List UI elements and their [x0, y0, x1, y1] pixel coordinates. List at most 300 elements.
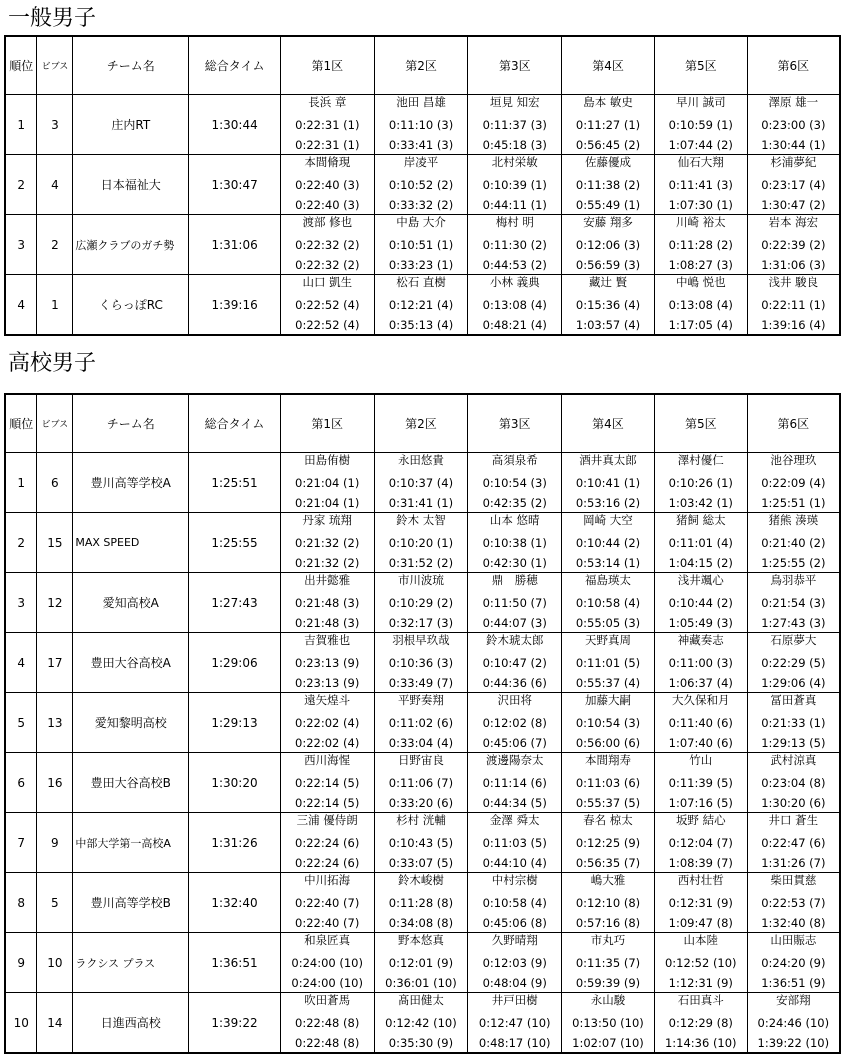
team-name-cell: 日進西高校 [73, 993, 189, 1054]
leg2-header: 第2区 [374, 394, 468, 453]
cumulative-time: 0:55:37 (5) [575, 796, 641, 810]
runner-name: 北村栄敏 [491, 155, 538, 169]
cumulative-time: 0:33:41 (3) [388, 138, 454, 152]
runner-name: 神藏奏志 [677, 633, 724, 647]
total-time-cell: 1:25:51 [189, 453, 281, 513]
split-time: 0:21:04 (1) [295, 475, 360, 490]
split-time: 0:22:24 (6) [295, 835, 360, 850]
split-time: 0:10:37 (4) [388, 475, 454, 490]
cumulative-time: 0:21:32 (2) [295, 556, 360, 570]
rank-cell: 3 [5, 215, 37, 275]
split-time: 0:21:33 (1) [761, 715, 826, 730]
split-time: 0:10:44 (2) [575, 535, 641, 550]
total-time-cell: 1:27:43 [189, 573, 281, 633]
runner-name: 井戸田樹 [491, 993, 538, 1007]
cumulative-time: 0:59:39 (9) [575, 976, 641, 990]
cumulative-time: 0:33:07 (5) [388, 856, 454, 870]
split-time: 0:21:32 (2) [295, 535, 360, 550]
runner-name: 市川波琉 [397, 573, 444, 587]
split-time: 0:10:39 (1) [482, 177, 547, 192]
runner-name: 佐藤優成 [585, 155, 632, 169]
runner-name: 久野晴翔 [491, 933, 538, 947]
rank-cell: 1 [5, 453, 37, 513]
cumulative-time: 0:42:30 (1) [482, 556, 547, 570]
section-title: 一般男子 [8, 6, 97, 31]
leg-cell [468, 275, 562, 336]
leg-cell [374, 95, 468, 155]
cumulative-time: 1:04:15 (2) [668, 556, 733, 570]
cumulative-time: 1:32:40 (8) [761, 916, 826, 930]
bib-cell: 15 [37, 513, 73, 573]
split-time: 0:11:01 (4) [668, 535, 733, 550]
leg-cell [654, 633, 747, 693]
runner-name: 山口 凱生 [302, 275, 353, 289]
leg-cell [280, 693, 374, 753]
cumulative-time: 0:22:02 (4) [295, 736, 360, 750]
total-time-cell: 1:39:22 [189, 993, 281, 1054]
cumulative-time: 1:08:27 (3) [668, 258, 733, 272]
total-time-cell: 1:31:26 [189, 813, 281, 873]
total-time-cell: 1:39:16 [189, 275, 281, 336]
table-row [5, 513, 840, 573]
cumulative-time: 1:02:07 (10) [572, 1036, 644, 1050]
cumulative-time: 1:17:05 (4) [668, 318, 733, 332]
cumulative-time: 1:03:42 (1) [668, 496, 733, 510]
leg-cell [468, 693, 562, 753]
team-name-cell: 愛知黎明高校 [73, 693, 189, 753]
split-time: 0:13:08 (4) [482, 297, 547, 312]
rank-cell: 2 [5, 513, 37, 573]
rank-cell: 3 [5, 573, 37, 633]
cumulative-time: 0:21:04 (1) [295, 496, 360, 510]
runner-name: 猪飼 総太 [675, 513, 726, 527]
leg-cell [280, 753, 374, 813]
runner-name: 高須泉希 [491, 453, 538, 467]
split-time: 0:22:02 (4) [295, 715, 360, 730]
cumulative-time: 0:22:40 (3) [295, 198, 360, 212]
split-time: 0:22:39 (2) [761, 237, 826, 252]
cumulative-time: 0:36:01 (10) [385, 976, 457, 990]
leg-cell [747, 873, 840, 933]
bib-cell: 1 [37, 275, 73, 336]
leg-cell [374, 155, 468, 215]
header-row [5, 394, 840, 453]
team-name-cell: 広瀬クラブのガチ勢 [73, 215, 189, 275]
rank-header: 順位 [5, 394, 37, 453]
runner-name: 浅井颯心 [677, 573, 724, 587]
cumulative-time: 0:21:48 (3) [295, 616, 360, 630]
runner-name: 竹山 [689, 753, 713, 767]
split-time: 0:23:00 (3) [761, 117, 826, 132]
cumulative-time: 0:35:13 (4) [388, 318, 454, 332]
team-name-cell: 豊田大谷高校B [73, 753, 189, 813]
split-time: 0:10:43 (5) [388, 835, 454, 850]
runner-name: 柴田貫慈 [770, 873, 817, 887]
rank-cell: 10 [5, 993, 37, 1054]
split-time: 0:22:40 (7) [295, 895, 360, 910]
leg-cell [562, 993, 655, 1054]
runner-name: 永山駿 [590, 993, 626, 1007]
cumulative-time: 1:07:40 (6) [668, 736, 733, 750]
split-time: 0:22:14 (5) [295, 775, 360, 790]
bib-cell: 12 [37, 573, 73, 633]
leg-cell [374, 633, 468, 693]
runner-name: 杉浦夢紀 [770, 155, 817, 169]
cumulative-time: 0:22:40 (7) [295, 916, 360, 930]
bib-cell: 13 [37, 693, 73, 753]
cumulative-time: 0:32:17 (3) [388, 616, 454, 630]
split-time: 0:22:47 (6) [761, 835, 826, 850]
split-time: 0:13:50 (10) [572, 1015, 644, 1030]
runner-name: 鼎 勝穂 [491, 573, 538, 587]
leg-cell [654, 993, 747, 1054]
runner-name: 鈴木 太智 [396, 513, 446, 527]
runner-name: 梅村 明 [495, 215, 534, 229]
cumulative-time: 0:22:52 (4) [295, 318, 360, 332]
leg4-header: 第4区 [562, 394, 655, 453]
cumulative-time: 1:08:39 (7) [668, 856, 733, 870]
split-time: 0:11:40 (6) [668, 715, 733, 730]
cumulative-time: 1:07:16 (5) [668, 796, 733, 810]
rank-header: 順位 [5, 36, 37, 95]
runner-name: 髙田健太 [397, 993, 444, 1007]
bib-cell: 9 [37, 813, 73, 873]
table-row [5, 693, 840, 753]
runner-name: 中嶋 悦也 [675, 275, 726, 289]
leg-cell [747, 753, 840, 813]
leg-cell [468, 993, 562, 1054]
leg-cell [747, 573, 840, 633]
split-time: 0:11:37 (3) [482, 117, 547, 132]
leg-cell [374, 753, 468, 813]
leg-cell [562, 155, 655, 215]
cumulative-time: 0:55:37 (4) [575, 676, 641, 690]
team-name-cell: 豊川高等学校A [73, 453, 189, 513]
runner-name: 安藤 翔多 [583, 215, 633, 229]
runner-name: 沢田将 [497, 693, 532, 707]
runner-name: 遠矢煌斗 [304, 693, 351, 707]
leg-cell [747, 933, 840, 993]
leg-cell [374, 933, 468, 993]
split-time: 0:10:20 (1) [388, 535, 454, 550]
cumulative-time: 0:56:35 (7) [575, 856, 641, 870]
cumulative-time: 0:44:36 (6) [482, 676, 547, 690]
split-time: 0:10:36 (3) [388, 655, 454, 670]
split-time: 0:11:39 (5) [668, 775, 733, 790]
rank-cell: 7 [5, 813, 37, 873]
runner-name: 永田悠貴 [397, 453, 444, 467]
runner-name: 平野奏翔 [397, 693, 444, 707]
split-time: 0:10:29 (2) [388, 595, 454, 610]
runner-name: 岸凌平 [403, 155, 439, 169]
runner-name: 出井懿雅 [304, 573, 351, 587]
leg-cell [468, 155, 562, 215]
bib-header: ビブス [37, 36, 73, 95]
leg-cell [374, 993, 468, 1054]
split-time: 0:24:20 (9) [761, 955, 826, 970]
leg-cell [280, 633, 374, 693]
leg-cell [374, 215, 468, 275]
split-time: 0:12:04 (7) [668, 835, 733, 850]
cumulative-time: 0:48:21 (4) [482, 318, 547, 332]
runner-name: 早川 誠司 [675, 95, 726, 109]
leg-cell [562, 633, 655, 693]
split-time: 0:10:54 (3) [482, 475, 547, 490]
leg-cell [374, 573, 468, 633]
cumulative-time: 0:57:16 (8) [575, 916, 641, 930]
runner-name: 岩本 海宏 [768, 215, 819, 229]
cumulative-time: 0:44:07 (3) [482, 616, 547, 630]
cumulative-time: 1:39:22 (10) [757, 1036, 830, 1050]
leg2-header: 第2区 [374, 36, 468, 95]
cumulative-time: 0:44:11 (1) [482, 198, 547, 212]
leg-cell [468, 453, 562, 513]
cumulative-time: 0:56:00 (6) [575, 736, 641, 750]
table-row [5, 275, 840, 336]
split-time: 0:10:58 (4) [575, 595, 641, 610]
leg6-header: 第6区 [747, 36, 840, 95]
team-name-cell: くらっぽRC [73, 275, 189, 336]
leg-cell [280, 453, 374, 513]
split-time: 0:21:40 (2) [761, 535, 826, 550]
team-name-cell: MAX SPEED [73, 513, 189, 573]
runner-name: 藏辻 賢 [588, 275, 628, 289]
leg-cell [280, 813, 374, 873]
total-time-cell: 1:25:55 [189, 513, 281, 573]
split-time: 0:11:38 (2) [575, 177, 641, 192]
split-time: 0:23:13 (9) [295, 655, 360, 670]
split-time: 0:11:06 (7) [388, 775, 454, 790]
leg-cell [468, 753, 562, 813]
split-time: 0:12:02 (8) [482, 715, 547, 730]
table-row [5, 873, 840, 933]
leg-cell [468, 513, 562, 573]
leg-cell [374, 693, 468, 753]
cumulative-time: 0:33:20 (6) [388, 796, 454, 810]
leg-cell [374, 453, 468, 513]
split-time: 0:12:03 (9) [482, 955, 547, 970]
total-time-cell: 1:32:40 [189, 873, 281, 933]
runner-name: 松石 直樹 [396, 275, 446, 289]
rank-cell: 4 [5, 275, 37, 336]
bib-cell: 17 [37, 633, 73, 693]
runner-name: 川崎 裕太 [675, 215, 726, 229]
runner-name: 丹家 琉翔 [302, 513, 352, 527]
split-time: 0:22:29 (5) [761, 655, 826, 670]
cumulative-time: 0:48:17 (10) [478, 1036, 551, 1050]
split-time: 0:12:29 (8) [668, 1015, 733, 1030]
cumulative-time: 0:44:53 (2) [482, 258, 547, 272]
leg-cell [654, 753, 747, 813]
leg-cell [280, 573, 374, 633]
bib-cell: 5 [37, 873, 73, 933]
total-time-cell: 1:30:20 [189, 753, 281, 813]
split-time: 0:11:00 (3) [668, 655, 733, 670]
runner-name: 井口 蒼生 [768, 813, 819, 827]
split-time: 0:10:58 (4) [482, 895, 547, 910]
leg-cell [747, 813, 840, 873]
leg-cell [562, 933, 655, 993]
cumulative-time: 0:44:10 (4) [482, 856, 547, 870]
runner-name: 吉賀雅也 [304, 633, 351, 647]
split-time: 0:24:00 (10) [291, 955, 363, 970]
split-time: 0:22:52 (4) [295, 297, 360, 312]
cumulative-time: 0:33:04 (4) [388, 736, 454, 750]
leg-cell [280, 215, 374, 275]
table-row [5, 753, 840, 813]
leg-cell [747, 275, 840, 336]
split-time: 0:10:41 (1) [575, 475, 641, 490]
team-name-cell: 豊田大谷高校A [73, 633, 189, 693]
cumulative-time: 1:12:31 (9) [668, 976, 733, 990]
total-time-cell: 1:29:13 [189, 693, 281, 753]
split-time: 0:22:11 (1) [761, 297, 826, 312]
cumulative-time: 1:30:47 (2) [761, 198, 826, 212]
cumulative-time: 1:07:30 (1) [668, 198, 733, 212]
runner-name: 渡邊陽奈太 [485, 753, 544, 767]
leg4-header: 第4区 [562, 36, 655, 95]
cumulative-time: 0:31:52 (2) [388, 556, 454, 570]
split-time: 0:11:14 (6) [482, 775, 547, 790]
cumulative-time: 0:56:45 (2) [575, 138, 641, 152]
runner-name: 加藤大嗣 [584, 693, 631, 707]
cumulative-time: 0:35:30 (9) [388, 1036, 454, 1050]
runner-name: 澤村優仁 [677, 453, 724, 467]
cumulative-time: 0:42:35 (2) [482, 496, 547, 510]
split-time: 0:12:42 (10) [385, 1015, 457, 1030]
runner-name: 大久保和月 [672, 693, 730, 707]
leg3-header: 第3区 [468, 394, 562, 453]
rank-cell: 1 [5, 95, 37, 155]
cumulative-time: 1:03:57 (4) [575, 318, 641, 332]
leg-cell [654, 813, 747, 873]
leg-cell [562, 453, 655, 513]
split-time: 0:22:31 (1) [295, 117, 360, 132]
cumulative-time: 0:55:05 (3) [575, 616, 641, 630]
runner-name: 石田真斗 [677, 993, 724, 1007]
leg-cell [468, 633, 562, 693]
split-time: 0:12:06 (3) [575, 237, 641, 252]
split-time: 0:12:52 (10) [664, 955, 737, 970]
leg-cell [747, 993, 840, 1054]
team-name-cell: 日本福祉大 [73, 155, 189, 215]
runner-name: 冨田蒼真 [770, 693, 817, 707]
split-time: 0:12:10 (8) [575, 895, 641, 910]
cumulative-time: 1:07:44 (2) [668, 138, 733, 152]
runner-name: 岡崎 大空 [583, 513, 633, 527]
total-time-cell: 1:29:06 [189, 633, 281, 693]
runner-name: 杉村 洸輔 [396, 813, 446, 827]
leg-cell [280, 155, 374, 215]
leg-cell [747, 633, 840, 693]
split-time: 0:23:17 (4) [761, 177, 826, 192]
total-time-cell: 1:30:44 [189, 95, 281, 155]
runner-name: 田島侑樹 [304, 453, 351, 467]
split-time: 0:10:59 (1) [668, 117, 733, 132]
runner-name: 山本 悠晴 [489, 513, 540, 527]
runner-name: 中川拓海 [304, 873, 351, 887]
runner-name: 野本悠真 [397, 933, 444, 947]
split-time: 0:11:41 (3) [668, 177, 733, 192]
leg-cell [280, 873, 374, 933]
leg-cell [562, 275, 655, 336]
cumulative-time: 0:48:04 (9) [482, 976, 547, 990]
leg-cell [654, 95, 747, 155]
split-time: 0:12:47 (10) [478, 1015, 551, 1030]
split-time: 0:12:31 (9) [668, 895, 733, 910]
total-time-cell: 1:30:47 [189, 155, 281, 215]
total-time-cell: 1:31:06 [189, 215, 281, 275]
leg-cell [280, 933, 374, 993]
team-name-cell: ラクシス プラス [73, 933, 189, 993]
header-row [5, 36, 840, 95]
cumulative-time: 1:14:36 (10) [664, 1036, 737, 1050]
split-time: 0:23:04 (8) [761, 775, 826, 790]
cumulative-time: 1:29:06 (4) [761, 676, 826, 690]
split-time: 0:24:46 (10) [757, 1015, 830, 1030]
runner-name: 酒井真太郎 [579, 453, 637, 467]
cumulative-time: 0:22:24 (6) [295, 856, 360, 870]
leg-cell [562, 753, 655, 813]
split-time: 0:11:03 (5) [482, 835, 547, 850]
runner-name: 池田 昌雄 [396, 95, 446, 109]
leg-cell [747, 513, 840, 573]
leg-cell [280, 993, 374, 1054]
runner-name: 垣見 知宏 [489, 95, 540, 109]
split-time: 0:11:27 (1) [575, 117, 641, 132]
leg1-header: 第1区 [280, 36, 374, 95]
cumulative-time: 0:22:48 (8) [295, 1036, 360, 1050]
rank-cell: 6 [5, 753, 37, 813]
cumulative-time: 0:45:06 (7) [482, 736, 547, 750]
runner-name: 福島瑛太 [584, 573, 631, 587]
cumulative-time: 1:25:55 (2) [761, 556, 826, 570]
split-time: 0:10:47 (2) [482, 655, 547, 670]
section-title: 高校男子 [8, 351, 97, 376]
cumulative-time: 0:33:49 (7) [388, 676, 454, 690]
leg-cell [654, 693, 747, 753]
split-time: 0:22:53 (7) [761, 895, 826, 910]
cumulative-time: 0:55:49 (1) [575, 198, 641, 212]
runner-name: 日野宙良 [397, 753, 444, 767]
team-name-cell: 豊川高等学校B [73, 873, 189, 933]
team-name-cell: 中部大学第一高校A [73, 813, 189, 873]
bib-cell: 6 [37, 453, 73, 513]
bib-cell: 14 [37, 993, 73, 1054]
runner-name: 金澤 舜太 [489, 813, 540, 827]
team-name-header: チーム名 [73, 394, 189, 453]
rank-cell: 8 [5, 873, 37, 933]
leg-cell [562, 513, 655, 573]
split-time: 0:11:35 (7) [575, 955, 641, 970]
rank-cell: 2 [5, 155, 37, 215]
table-row [5, 215, 840, 275]
leg-cell [654, 215, 747, 275]
runner-name: 西川海惺 [304, 753, 351, 767]
cumulative-time: 1:30:20 (6) [761, 796, 826, 810]
cumulative-time: 0:22:31 (1) [295, 138, 360, 152]
cumulative-time: 0:34:08 (8) [388, 916, 454, 930]
total-time-header: 総合タイム [189, 36, 281, 95]
leg-cell [280, 95, 374, 155]
cumulative-time: 0:45:18 (3) [482, 138, 547, 152]
cumulative-time: 0:22:14 (5) [295, 796, 360, 810]
runner-name: 山本陸 [683, 933, 719, 947]
cumulative-time: 0:22:32 (2) [295, 258, 360, 272]
runner-name: 中村宗樹 [491, 873, 538, 887]
cumulative-time: 0:24:00 (10) [291, 976, 363, 990]
leg-cell [747, 453, 840, 513]
